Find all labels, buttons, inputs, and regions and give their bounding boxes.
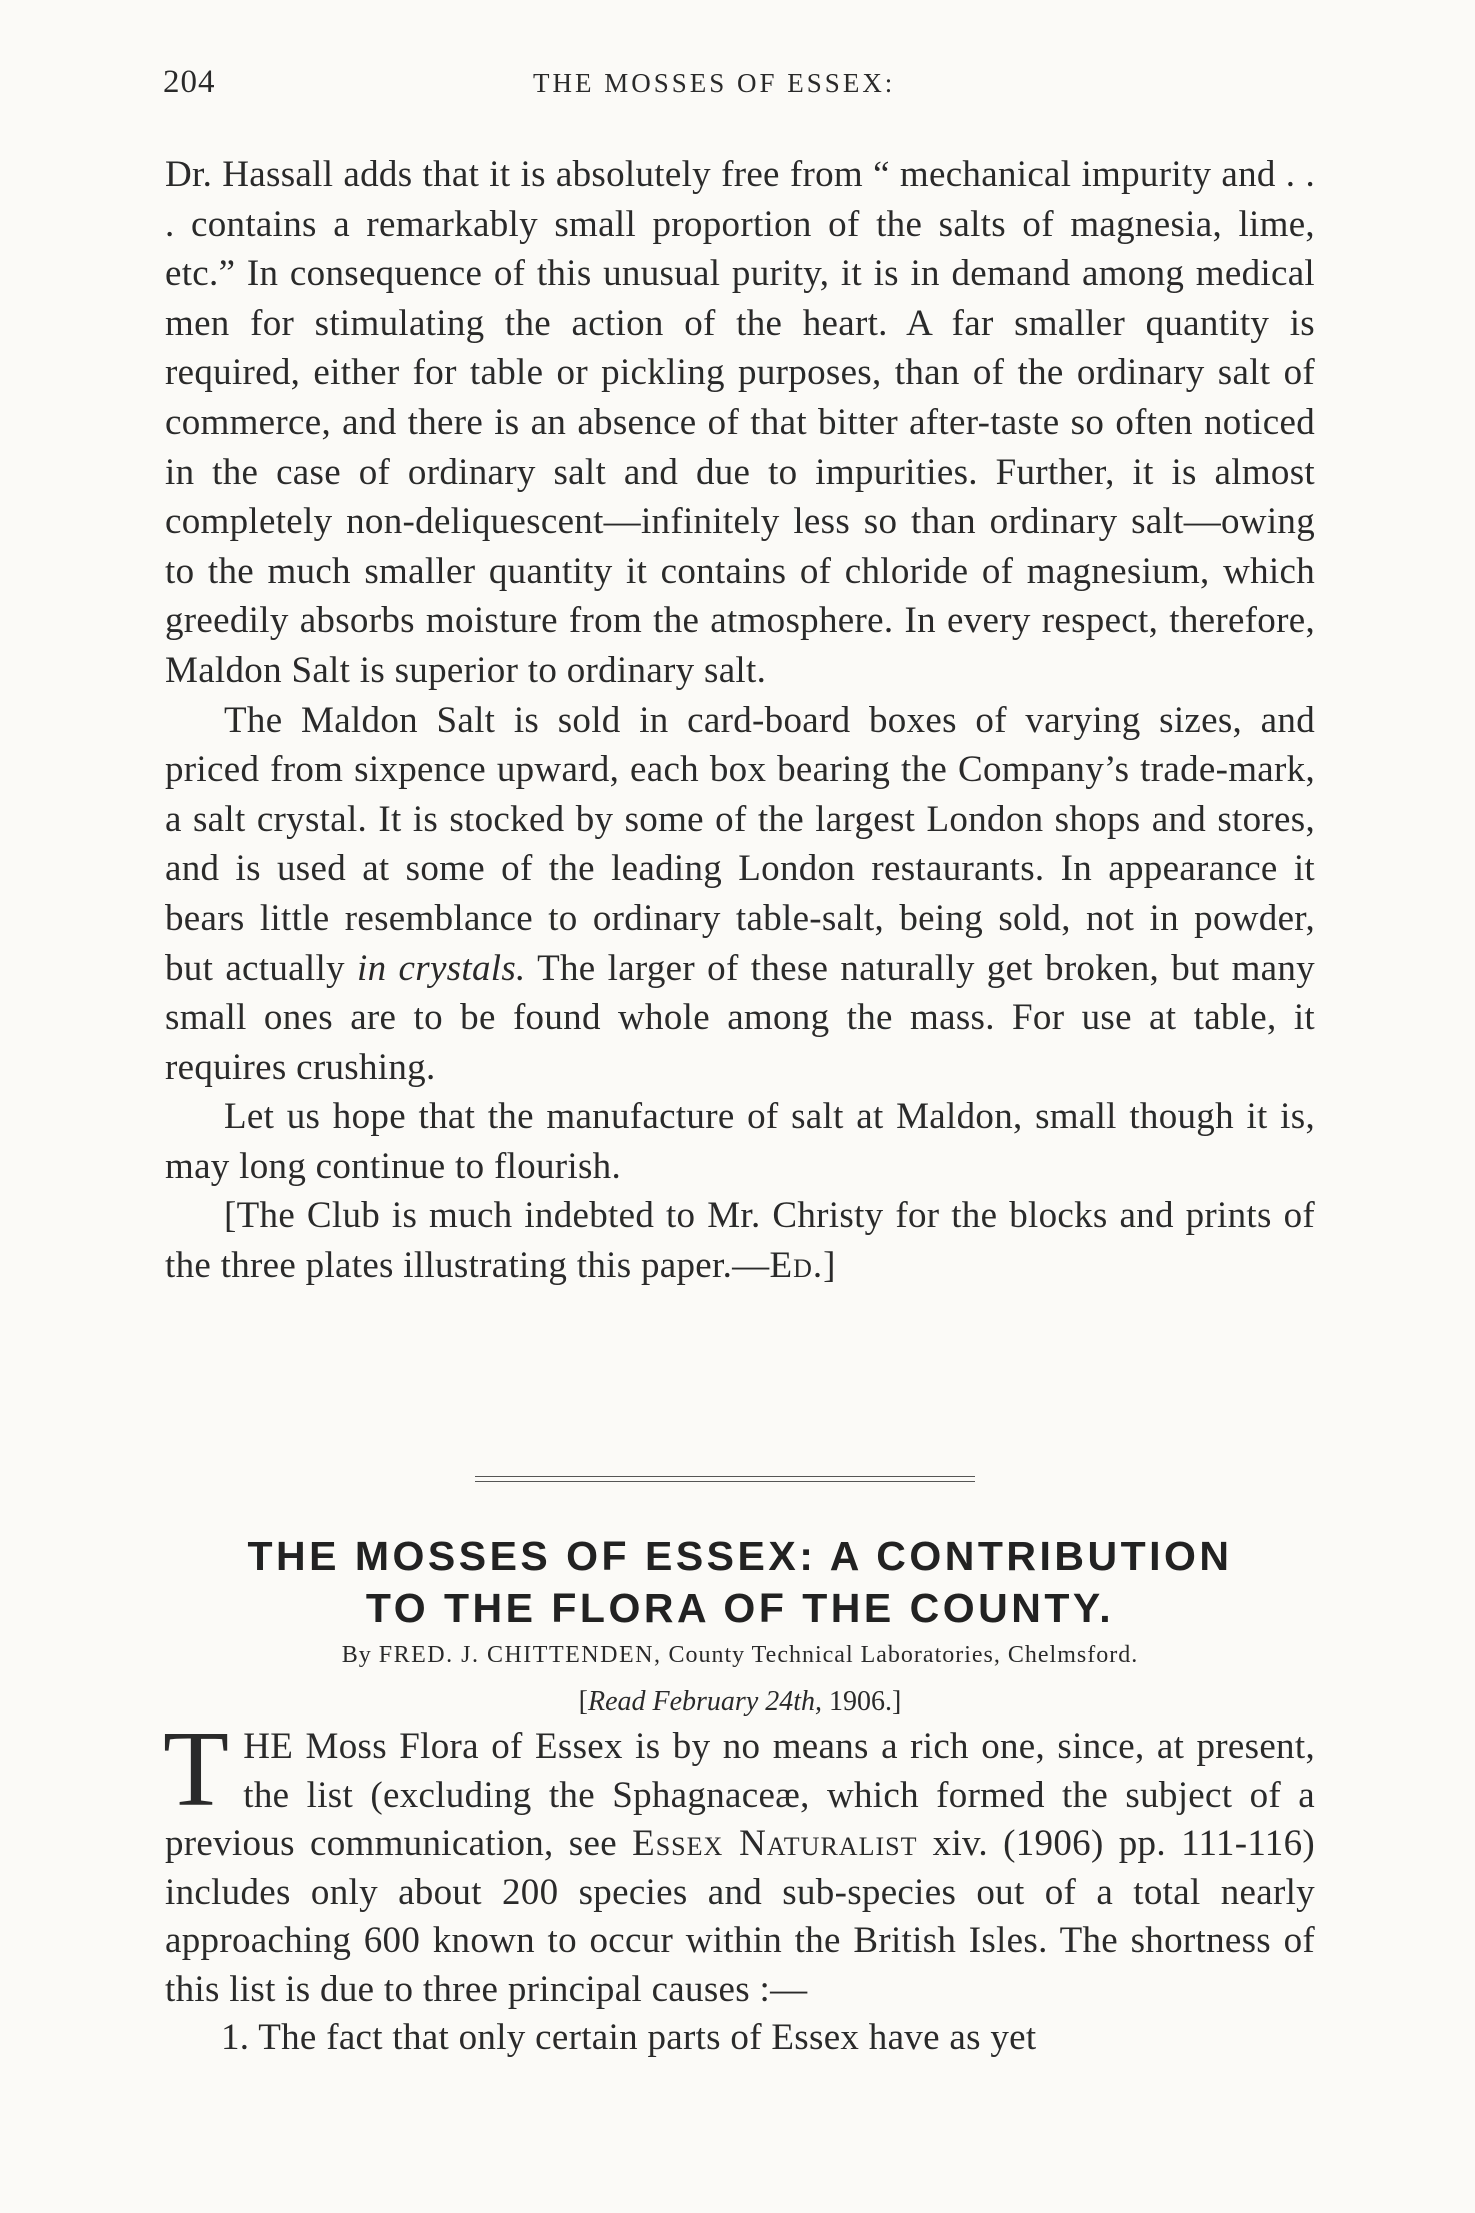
journal-name: Essex Naturalist (632, 1823, 918, 1864)
read-date-text: Read February 24th, (587, 1686, 823, 1717)
article-title (140, 1530, 1340, 1634)
editor-note (165, 1191, 1315, 1290)
byline-affiliation: County Technical Laboratories, Chelmsford. (668, 1642, 1139, 1668)
emphasis-text: in crystals. (357, 947, 526, 989)
paragraph (165, 150, 1315, 696)
paragraph-text: xiv. (1906) pp. 111-116) includes only about 200 species and sub-species out of a total nearly approaching 600 known to occur within the British Isles. The shortness of this list is due to three principal causes :— (165, 1823, 1316, 2010)
paragraph (165, 696, 1315, 1093)
paragraph-text: ] (823, 1245, 836, 1287)
list-item: 1. The fact that only certain parts of Essex have as yet (221, 2017, 1037, 2058)
paragraph-text: HE Moss Flora of Essex is by no means a rich one, since, at present, the list (excluding the Sphagnaceæ, which formed the subject of a previous communication, see (165, 1726, 1315, 1864)
paragraph-text: Let us hope that the manufacture of salt at Maldon, small though it is, may long continue to flourish. (165, 1096, 1315, 1187)
page-number: 204 (163, 64, 216, 100)
section-divider (475, 1476, 975, 1482)
byline-by: By (341, 1642, 372, 1668)
paragraph-text: [The Club is much indebted to Mr. Christy for the blocks and prints of the three plates illustrating this paper.— (165, 1195, 1315, 1287)
byline (140, 1642, 1340, 1669)
editor-mark: Ed. (769, 1245, 824, 1287)
running-title: THE MOSSES OF ESSEX: (533, 68, 896, 98)
article-title-line: THE MOSSES OF ESSEX: A CONTRIBUTION (247, 1533, 1233, 1579)
byline-author: FRED. J. CHITTENDEN, (378, 1642, 662, 1668)
paragraph-text: The Maldon Salt is sold in card-board boxes of varying sizes, and priced from sixpence upward, each box bearing the Company’s trade-mark, a salt crystal. It is stocked by some of the largest London shops and stores, and is used at some of the leading London restaurants. In appearance it bears little resemblance to ordinary table-salt, being sold, not in powder, but actually (165, 699, 1315, 989)
drop-cap: T (163, 1710, 230, 1829)
paragraph (165, 1092, 1315, 1191)
paragraph-text: Dr. Hassall adds that it is absolutely free from “ mechanical impurity and . . . contains a remarkably small proportion of the salts of magnesia, lime, etc.” In consequence of this unusual purity, it is in demand among medical men for stimulating the action of the heart. A far smaller quantity is required, either for table or pickling purposes, than of the ordinary salt of commerce, and there is an absence of that bitter after-taste so often noticed in the case of ordinary salt and due to impurities. Further, it is almost completely non-deliquescent—infinitely less so than ordinary salt—owing to the much smaller quantity it contains of chloride of magnesium, which greedily absorbs moisture from the atmosphere. In every respect, therefore, Maldon Salt is superior to ordinary salt. (165, 154, 1315, 691)
running-head (163, 64, 1313, 110)
read-date-year: 1906.] (829, 1686, 902, 1717)
article-body (163, 1710, 1316, 2063)
article-title-line: TO THE FLORA OF THE COUNTY. (365, 1585, 1115, 1631)
read-date (140, 1686, 1340, 1718)
paragraph-text: The larger of these naturally get broken, but many small ones are to be found whole among the mass. For use at table, it requires crushing. (165, 947, 1315, 1088)
paragraph (163, 1710, 1316, 2014)
previous-article-text (165, 150, 1315, 1291)
bracket: [ (578, 1686, 588, 1717)
